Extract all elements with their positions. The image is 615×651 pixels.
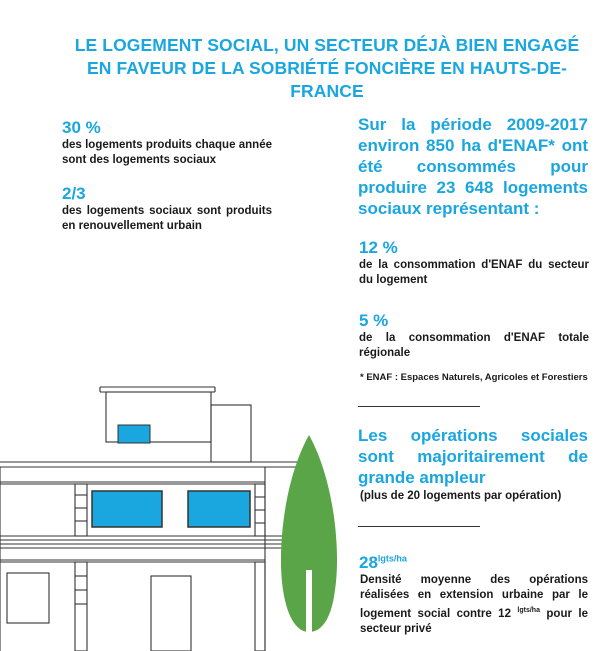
operations-subtext: (plus de 20 logements par opération)	[360, 490, 562, 502]
density-value	[359, 553, 407, 573]
density-unit-inline: lgts/ha	[517, 607, 540, 614]
density-text-main: Densité moyenne des opérations réalisées en extension urbaine par le logement social contre 12	[360, 574, 588, 620]
density-number: 28	[359, 553, 378, 572]
density-text-end: pour le secteur privé	[360, 607, 588, 635]
divider	[358, 406, 480, 407]
window	[92, 491, 162, 527]
window	[118, 425, 150, 443]
stat-value: 30 %	[62, 118, 101, 137]
stat-housing-sector	[359, 238, 589, 288]
building-illustration	[0, 380, 350, 651]
stat-value: 12 %	[359, 238, 398, 257]
stat-text: des logements produits chaque année sont des logements sociaux	[62, 139, 272, 166]
divider	[358, 526, 480, 527]
entrance-door	[151, 576, 191, 651]
stat-value: 5 %	[359, 311, 389, 330]
stat-text: de la consommation d'ENAF du secteur du logement	[359, 259, 589, 286]
density-unit: lgts/ha	[377, 553, 407, 564]
stat-text: des logements sociaux sont produits en renouvellement urbain	[62, 205, 272, 232]
stat-text: de la consommation d'ENAF totale régionale	[359, 332, 589, 359]
stat-renewal-share	[62, 184, 272, 234]
density-text	[360, 573, 588, 637]
stat-value: 2/3	[62, 184, 86, 203]
enaf-footnote: * ENAF : Espaces Naturels, Agricoles et Forestiers	[360, 372, 588, 383]
operations-heading: Les opérations sociales sont majoritairement de grande ampleur	[358, 426, 588, 487]
tree-trunk	[306, 570, 312, 632]
stat-regional	[359, 311, 589, 361]
stat-social-share	[62, 118, 272, 168]
page-title: LE LOGEMENT SOCIAL, UN SECTEUR DÉJÀ BIEN ENGAGÉ EN FAVEUR DE LA SOBRIÉTÉ FONCIÈRE EN HAUTS-DE-FRANCE	[74, 35, 580, 101]
window	[188, 491, 250, 527]
period-heading: Sur la période 2009-2017 environ 850 ha d'ENAF* ont été consommés pour produire 23 648 logements sociaux représentant :	[358, 115, 588, 218]
